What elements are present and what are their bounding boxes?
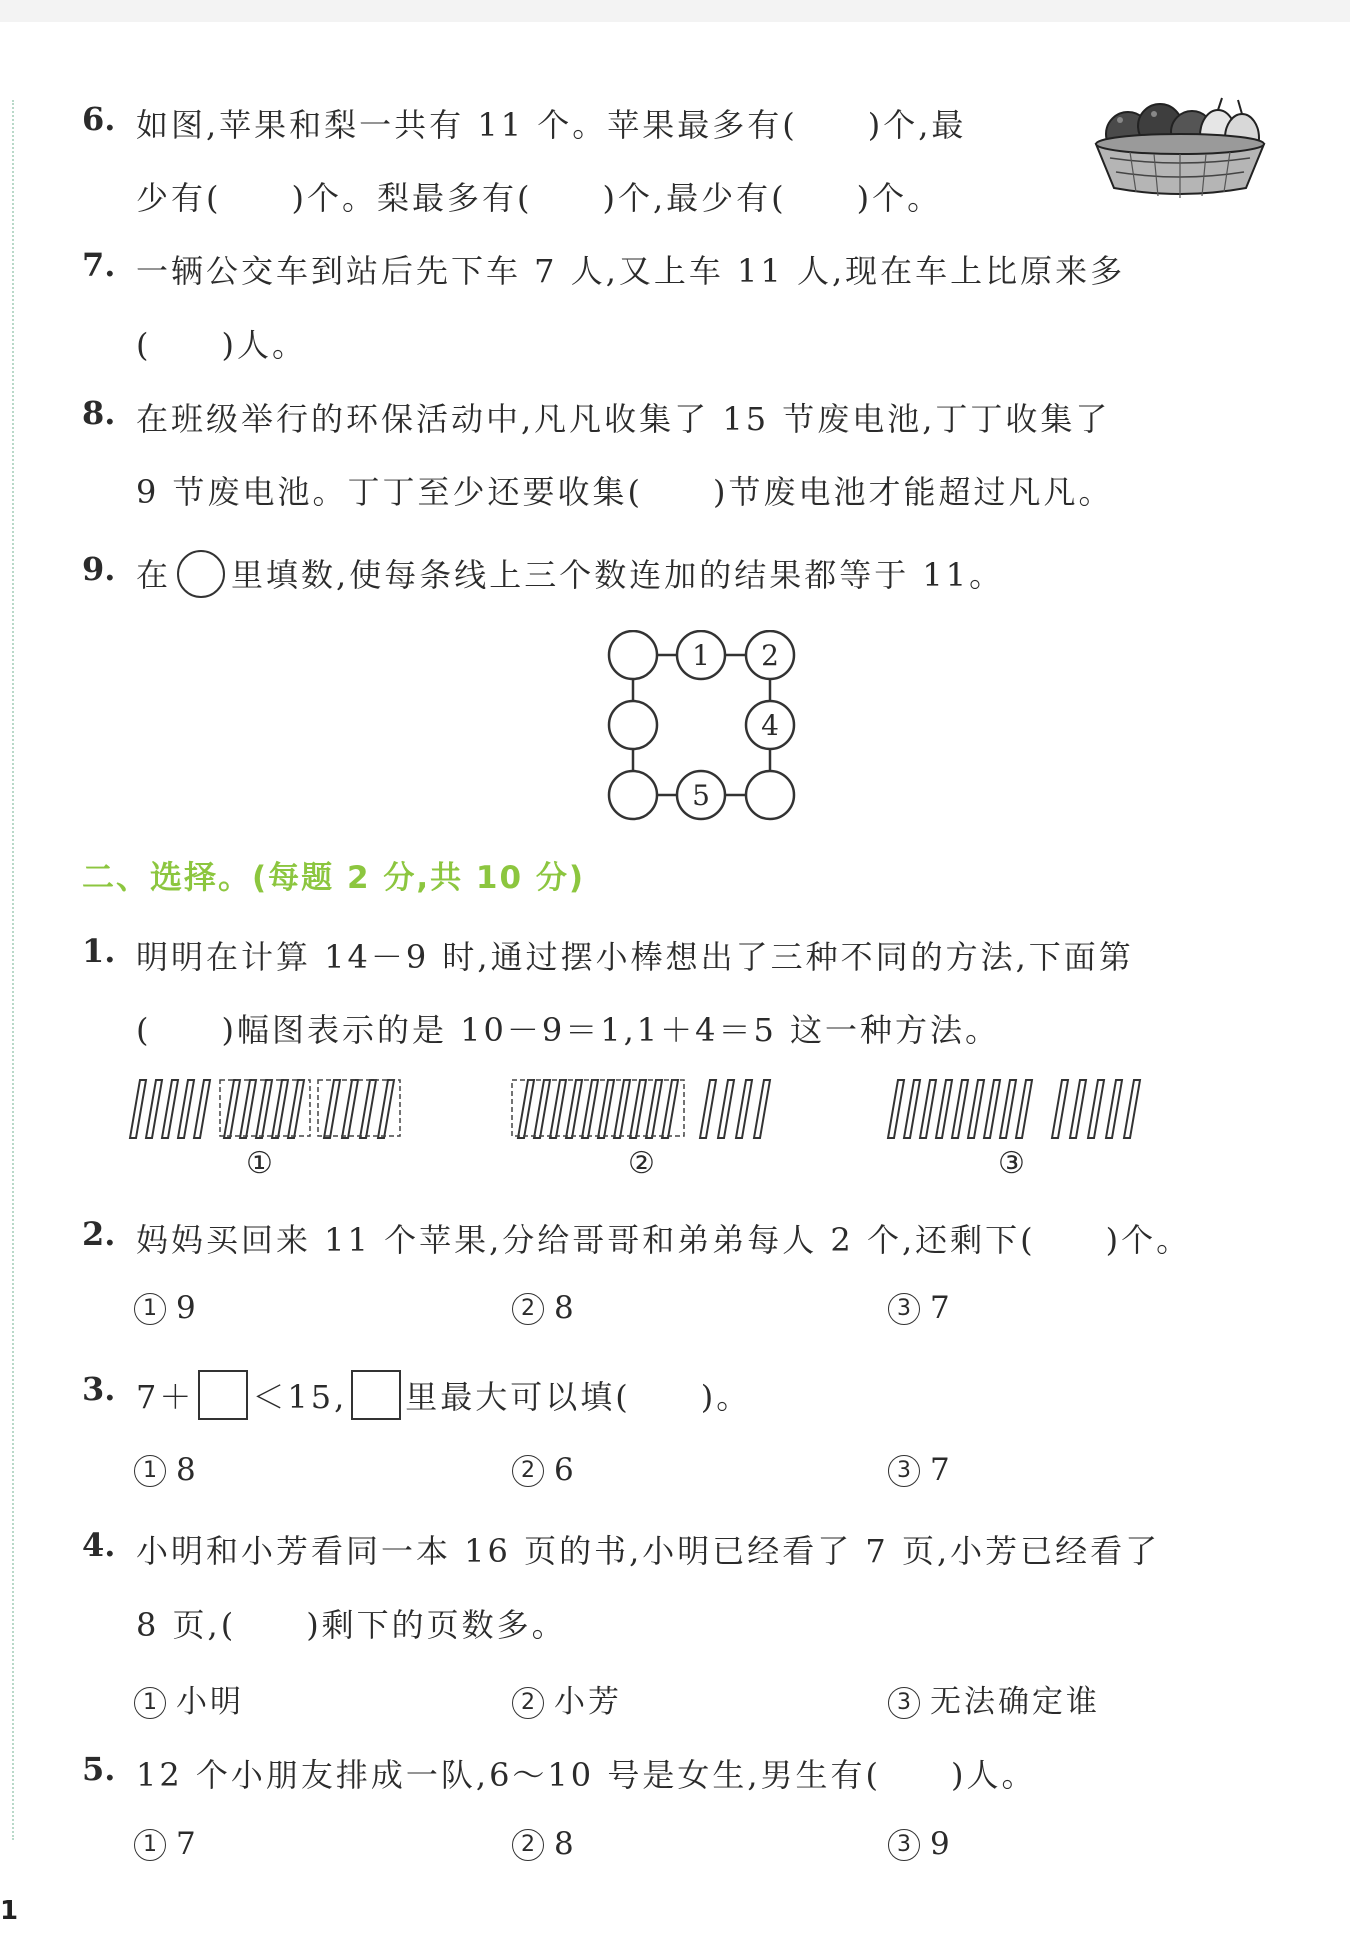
- stick: [598, 1080, 614, 1138]
- stick: [1070, 1080, 1086, 1138]
- stick: [700, 1080, 716, 1138]
- c3-mid: ＜15,: [252, 1378, 348, 1416]
- stick: [646, 1080, 662, 1138]
- answer-box-icon: [198, 1370, 248, 1420]
- q6-number: 6.: [82, 100, 116, 138]
- stick: [968, 1080, 984, 1138]
- stick: [534, 1080, 550, 1138]
- c1-number: 1.: [82, 932, 116, 970]
- stick: [1016, 1080, 1032, 1138]
- answer-box-icon: [351, 1370, 401, 1420]
- q9-pre: 在: [136, 556, 172, 594]
- stick: [550, 1080, 566, 1138]
- q9-post: 里填数,使每条线上三个数连加的结果都等于 11。: [231, 556, 1005, 594]
- stick: [1106, 1080, 1122, 1138]
- sticks-figure-3: [886, 1072, 1176, 1144]
- c3-pre: 7＋: [136, 1378, 195, 1416]
- circle-bottom-right: [746, 771, 794, 819]
- c2-number: 2.: [82, 1215, 116, 1253]
- c3-post: 里最大可以填( )。: [405, 1378, 752, 1416]
- basket-icon: [1096, 134, 1264, 198]
- stick: [1000, 1080, 1016, 1138]
- num-top-mid: 1: [692, 639, 710, 672]
- stick: [662, 1080, 678, 1138]
- margin-dotted-line: [12, 100, 14, 1840]
- num-top-right: 2: [761, 639, 779, 672]
- stick: [1052, 1080, 1068, 1138]
- stick: [378, 1080, 394, 1138]
- num-right-mid: 4: [761, 709, 779, 742]
- c4-option-3: 3 无法确定谁: [888, 1676, 1100, 1721]
- stick: [146, 1080, 162, 1138]
- c2-option-3: 3 7: [888, 1290, 953, 1326]
- q6-line1: 如图,苹果和梨一共有 11 个。苹果最多有( )个,最: [136, 106, 967, 144]
- stick: [194, 1080, 210, 1138]
- q6-line2: 少有( )个。梨最多有( )个,最少有( )个。: [136, 179, 943, 217]
- c2-line1: 妈妈买回来 11 个苹果,分给哥哥和弟弟每人 2 个,还剩下( )个。: [136, 1221, 1192, 1259]
- c4-option-2: 2 小芳: [512, 1676, 622, 1721]
- q8-line2: 9 节废电池。丁丁至少还要收集( )节废电池才能超过凡凡。: [136, 473, 1114, 511]
- stick: [630, 1080, 646, 1138]
- c4-number: 4.: [82, 1526, 116, 1564]
- c5-number: 5.: [82, 1750, 116, 1788]
- q8-line1: 在班级举行的环保活动中,凡凡收集了 15 节废电池,丁丁收集了: [136, 400, 1111, 438]
- stick: [754, 1080, 770, 1138]
- fig3-label: ③: [998, 1146, 1028, 1181]
- circle-left-mid: [609, 701, 657, 749]
- section2-heading: [82, 852, 585, 898]
- q8-number: 8.: [82, 394, 116, 432]
- stick: [360, 1080, 376, 1138]
- circle-bottom-left: [609, 771, 657, 819]
- stick: [240, 1080, 256, 1138]
- empty-circle-icon: [177, 550, 225, 598]
- stick: [162, 1080, 178, 1138]
- stick: [288, 1080, 304, 1138]
- circle-top-left: [609, 631, 657, 679]
- c3-option-3: 3 7: [888, 1452, 953, 1488]
- q7-number: 7.: [82, 246, 116, 284]
- section2-title: 二、选择。: [82, 858, 253, 896]
- c1-line2: ( )幅图表示的是 10－9＝1,1＋4＝5 这一种方法。: [136, 1011, 1001, 1049]
- c5-line1: 12 个小朋友排成一队,6～10 号是女生,男生有( )人。: [136, 1756, 1037, 1794]
- stick: [1124, 1080, 1140, 1138]
- stick: [936, 1080, 952, 1138]
- stick: [518, 1080, 534, 1138]
- sticks-figure-1: [128, 1072, 418, 1144]
- stick: [566, 1080, 582, 1138]
- stick: [178, 1080, 194, 1138]
- c4-line1: 小明和小芳看同一本 16 页的书,小明已经看了 7 页,小芳已经看了: [136, 1532, 1161, 1570]
- q7-line1: 一辆公交车到站后先下车 7 人,又上车 11 人,现在车上比原来多: [136, 252, 1126, 290]
- stick: [256, 1080, 272, 1138]
- stick: [342, 1080, 358, 1138]
- stick: [1088, 1080, 1104, 1138]
- q9-line: [136, 550, 1004, 598]
- c2-option-2: 2 8: [512, 1290, 577, 1326]
- stick: [984, 1080, 1000, 1138]
- c3-option-2: 2 6: [512, 1452, 577, 1488]
- q7-line2: ( )人。: [136, 326, 307, 364]
- page-number: 1: [0, 1896, 19, 1926]
- c3-option-1: 1 8: [134, 1452, 199, 1488]
- q9-number: 9.: [82, 550, 116, 588]
- c5-option-3: 3 9: [888, 1826, 953, 1862]
- stick: [582, 1080, 598, 1138]
- c4-option-1: 1 小明: [134, 1676, 244, 1721]
- sticks-figure-2: [508, 1072, 798, 1144]
- stick: [736, 1080, 752, 1138]
- q9-square-diagram: [600, 630, 810, 830]
- fig2-label: ②: [628, 1146, 658, 1181]
- section2-note: (每题 2 分,共 10 分): [252, 860, 586, 896]
- stick: [718, 1080, 734, 1138]
- stick: [614, 1080, 630, 1138]
- c4-line2: 8 页,( )剩下的页数多。: [136, 1606, 567, 1644]
- c5-option-2: 2 8: [512, 1826, 577, 1862]
- stick: [952, 1080, 968, 1138]
- stick: [130, 1080, 146, 1138]
- top-band: [0, 0, 1350, 22]
- stick: [920, 1080, 936, 1138]
- num-bottom-mid: 5: [692, 779, 710, 812]
- stick: [224, 1080, 240, 1138]
- stick: [324, 1080, 340, 1138]
- c3-number: 3.: [82, 1370, 116, 1408]
- c5-option-1: 1 7: [134, 1826, 199, 1862]
- fig1-label: ①: [246, 1146, 276, 1181]
- stick: [888, 1080, 904, 1138]
- c1-line1: 明明在计算 14－9 时,通过摆小棒想出了三种不同的方法,下面第: [136, 938, 1134, 976]
- stick: [904, 1080, 920, 1138]
- c2-option-1: 1 9: [134, 1290, 199, 1326]
- fruit-basket-illustration: [1090, 92, 1270, 202]
- stick: [272, 1080, 288, 1138]
- c3-line1: [136, 1370, 751, 1420]
